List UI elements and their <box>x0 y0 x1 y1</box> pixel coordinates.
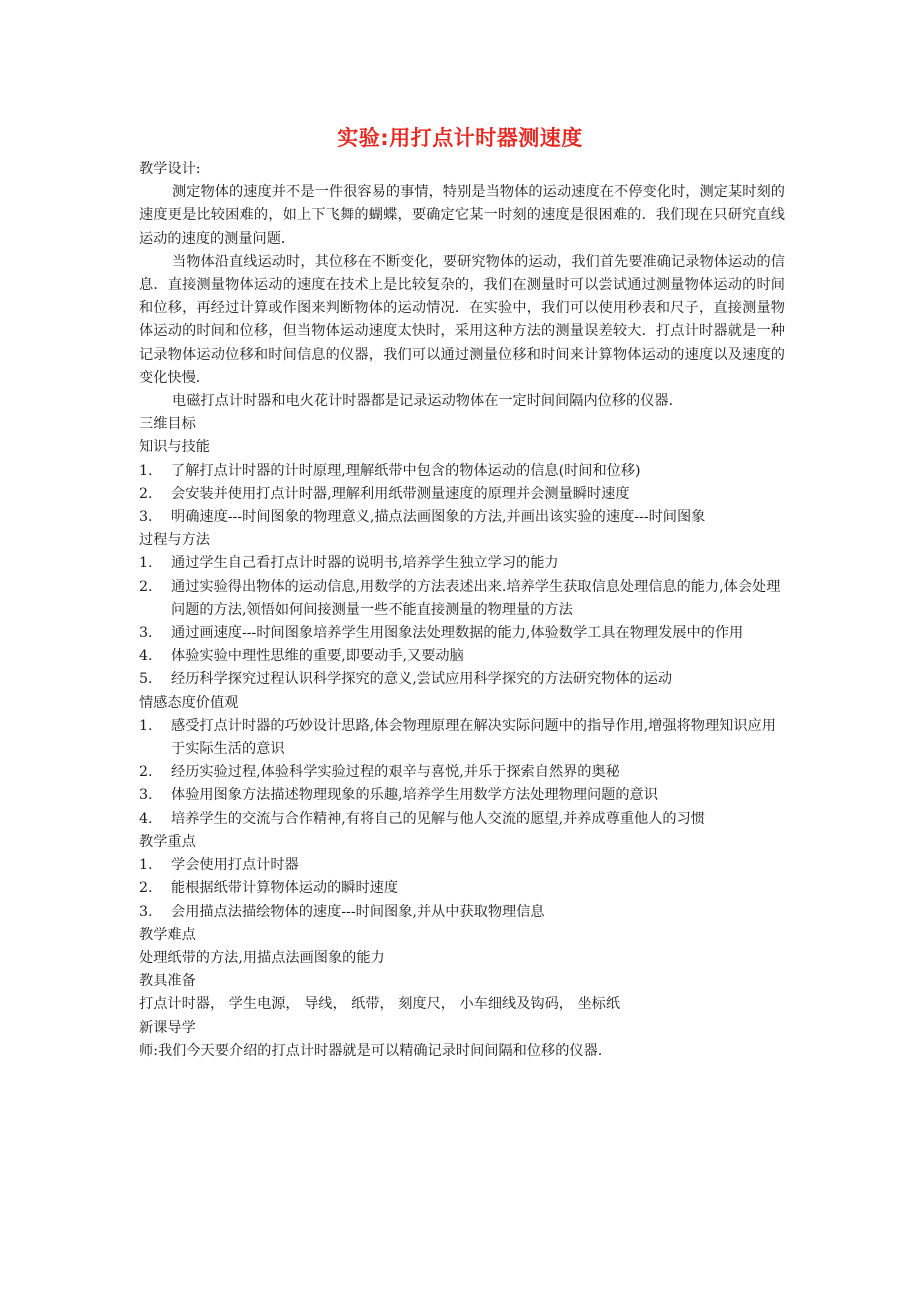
list-item <box>139 622 785 645</box>
list-number: 1. <box>139 555 153 572</box>
list-text: 了解打点计时器的计时原理,理解纸带中包含的物体运动的信息(时间和位移) <box>171 462 641 479</box>
list-item <box>139 877 785 900</box>
list-number: 1. <box>139 462 153 479</box>
list-number: 4. <box>139 810 153 827</box>
difficulty-text: 处理纸带的方法,用描点法画图象的能力 <box>139 949 385 966</box>
list-item <box>139 645 785 668</box>
difficulty-heading: 教学难点 <box>139 926 196 943</box>
list-text: 通过实验得出物体的运动信息,用数学的方法表述出来.培养学生获取信息处理信息的能力,体会处理问题的方法,领悟如何间接测量一些不能直接测量的物理量的方法 <box>171 578 781 618</box>
list-number: 3. <box>139 787 153 804</box>
list-text: 经历科学探究过程认识科学探究的意义,尝试应用科学探究的方法研究物体的运动 <box>171 671 673 688</box>
equipment-heading: 教具准备 <box>139 973 196 990</box>
list-item <box>139 715 785 761</box>
list-text: 通过画速度---时间图象培养学生用图象法处理数据的能力,体验数学工具在物理发展中的作用 <box>171 625 744 642</box>
list-number: 5. <box>139 671 153 688</box>
intro-paragraph-1: 测定物体的速度并不是一件很容易的事情，特别是当物体的运动速度在不停变化时，测定某时刻的速度更是比较困难的，如上下飞舞的蝴蝶，要确定它某一时刻的速度是很困难的．我们现在只研究直线运动的速度的测量问题． <box>139 184 785 247</box>
list-number: 3. <box>139 625 153 642</box>
list-text: 经历实验过程,体验科学实验过程的艰辛与喜悦,并乐于探索自然界的奥秘 <box>171 764 620 781</box>
knowledge-heading: 知识与技能 <box>139 439 210 456</box>
list-item <box>139 854 785 877</box>
list-item <box>139 576 785 622</box>
list-text: 学会使用打点计时器 <box>171 857 299 874</box>
list-text: 通过学生自己看打点计时器的说明书,培养学生独立学习的能力 <box>171 555 559 572</box>
goals-heading: 三维目标 <box>139 416 196 433</box>
list-number: 3. <box>139 509 153 526</box>
intro-paragraph-3: 电磁打点计时器和电火花计时器都是记录运动物体在一定时间间隔内位移的仪器． <box>172 393 683 410</box>
list-item <box>139 808 785 831</box>
key-points-list <box>139 854 785 924</box>
page-title: 实验:用打点计时器测速度 <box>337 126 583 150</box>
emotion-heading: 情感态度价值观 <box>139 694 239 711</box>
list-text: 培养学生的交流与合作精神,有将自己的见解与他人交流的愿望,并养成尊重他人的习惯 <box>171 810 705 827</box>
intro-paragraph-2: 当物体沿直线运动时，其位移在不断变化，要研究物体的运动，我们首先要准确记录物体运动的信息．直接测量物体运动的速度在技术上是比较复杂的，我们在测量时可以尝试通过测量物体运动的时间和位移，再经过计算或作图来判断物体的运动情况．在实验中，我们可以使用秒表和尺子，直接测量物体运动的时间和位移，但当物体运动速度太快时，采用这种方法的测量误差较大．打点计时器就是一种记录物体运动位移和时间信息的仪器，我们可以通过测量位移和时间来计算物体运动的速度以及速度的变化快慢． <box>139 253 785 386</box>
list-item <box>139 483 785 506</box>
knowledge-list <box>139 460 785 530</box>
list-text: 体验用图象方法描述物理现象的乐趣,培养学生用数学方法处理物理问题的意识 <box>171 787 658 804</box>
document-body <box>139 158 785 1063</box>
list-number: 1. <box>139 717 153 734</box>
list-item <box>139 506 785 529</box>
list-number: 4. <box>139 648 153 665</box>
list-item <box>139 460 785 483</box>
list-item <box>139 552 785 575</box>
emotion-list <box>139 715 785 831</box>
key-points-heading: 教学重点 <box>139 833 196 850</box>
intro-heading: 新课导学 <box>139 1019 196 1036</box>
process-list <box>139 552 785 691</box>
list-text: 会安装并使用打点计时器,理解利用纸带测量速度的原理并会测量瞬时速度 <box>171 485 630 502</box>
list-number: 2. <box>139 764 153 781</box>
section-heading-design: 教学设计: <box>139 161 201 177</box>
process-heading: 过程与方法 <box>139 532 210 549</box>
list-number: 2. <box>139 880 153 897</box>
equipment-text: 打点计时器， 学生电源， 导线， 纸带， 刻度尺， 小车细线及钩码， 坐标纸 <box>139 996 621 1013</box>
list-item <box>139 761 785 784</box>
list-item <box>139 668 785 691</box>
list-item <box>139 901 785 924</box>
intro-text: 师:我们今天要介绍的打点计时器就是可以精确记录时间间隔和位移的仪器. <box>139 1042 603 1059</box>
list-number: 2. <box>139 485 153 502</box>
list-number: 2. <box>139 578 153 595</box>
list-item <box>139 784 785 807</box>
list-text: 体验实验中理性思维的重要,即要动手,又要动脑 <box>171 648 464 665</box>
list-number: 3. <box>139 903 153 920</box>
list-number: 1. <box>139 857 153 874</box>
list-text: 能根据纸带计算物体运动的瞬时速度 <box>171 880 399 897</box>
list-text: 明确速度---时间图象的物理意义,描点法画图象的方法,并画出该实验的速度---时间图象 <box>171 509 706 526</box>
list-text: 会用描点法描绘物体的速度---时间图象,并从中获取物理信息 <box>171 903 545 920</box>
list-text: 感受打点计时器的巧妙设计思路,体会物理原理在解决实际问题中的指导作用,增强将物理知识应用于实际生活的意识 <box>171 717 776 758</box>
